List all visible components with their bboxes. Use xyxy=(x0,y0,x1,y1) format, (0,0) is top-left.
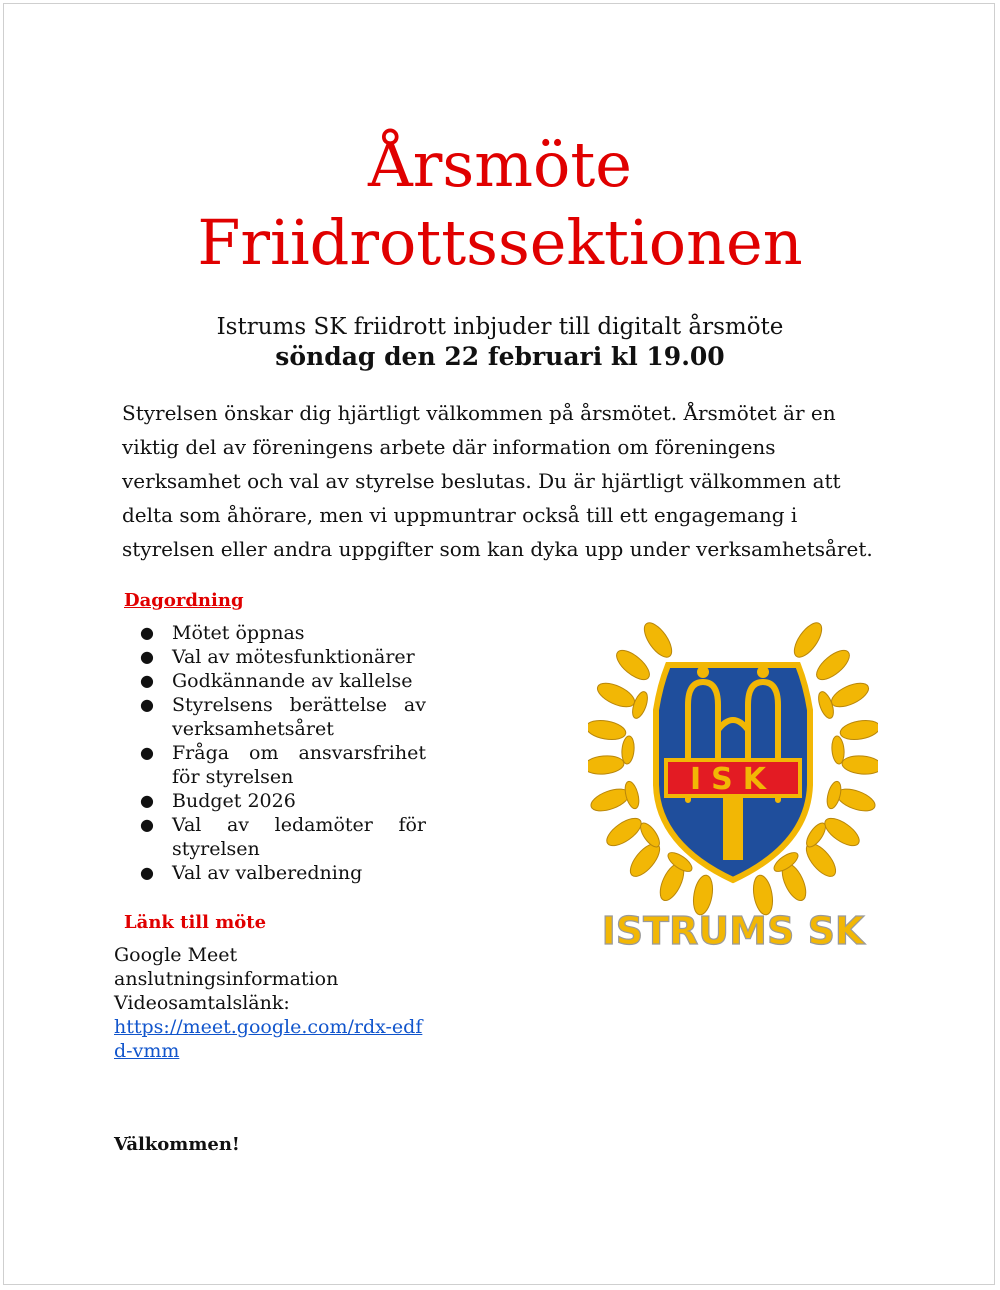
bullet-icon: ● xyxy=(140,671,154,690)
agenda-heading: Dagordning xyxy=(124,590,244,611)
istrums-sk-logo xyxy=(588,610,878,970)
title-line-1: Årsmöte xyxy=(368,128,632,201)
bullet-icon: ● xyxy=(140,863,154,882)
title-line-2: Friidrottssektionen xyxy=(197,206,803,279)
logo-name-text: ISTRUMS SK xyxy=(601,909,865,953)
agenda-item: ● Fråga om ansvarsfrihet för styrelsen xyxy=(140,742,426,788)
agenda-item: ● Budget 2026 xyxy=(140,790,296,812)
invite-line: Istrums SK friidrott inbjuder till digitalt årsmöte xyxy=(216,314,784,340)
meeting-link-heading: Länk till möte xyxy=(124,912,267,933)
closing-text: Välkommen! xyxy=(114,1134,240,1155)
bullet-icon: ● xyxy=(140,815,154,834)
agenda-item: ● Mötet öppnas xyxy=(140,622,305,644)
meet-line-2: anslutningsinformation xyxy=(114,968,339,990)
agenda-list xyxy=(120,621,426,885)
date-line: söndag den 22 februari kl 19.00 xyxy=(275,342,725,371)
bullet-icon: ● xyxy=(140,647,154,666)
agenda-item: ● Val av mötesfunktionärer xyxy=(140,646,415,668)
bullet-icon: ● xyxy=(140,743,154,762)
bullet-icon: ● xyxy=(140,623,154,642)
intro-paragraph: Styrelsen önskar dig hjärtligt välkommen på årsmötet. Årsmötet är en viktig del av föreningens arbete där information om föreningens verksamhet och val av styrelse beslutas. Du är hjärtligt välkommen att delta som åhörare, men vi uppmuntrar också till ett engagemang i styrelsen eller andra uppgifter som kan dyka upp under verksamhetsåret. xyxy=(122,401,873,561)
logo-badge-text: ISK xyxy=(689,762,777,797)
meet-line-3: Videosamtalslänk: xyxy=(114,992,290,1014)
meeting-url-link[interactable]: https://meet.google.com/rdx-edfd-vmm xyxy=(114,1016,423,1062)
agenda-item: ● Val av ledamöter för styrelsen xyxy=(140,814,426,860)
shield-icon xyxy=(656,665,810,880)
agenda-item: ● Styrelsens berättelse av verksamhetsåret xyxy=(140,694,426,740)
meet-line-1: Google Meet xyxy=(114,944,238,966)
bullet-icon: ● xyxy=(140,791,154,810)
meeting-info xyxy=(114,943,434,1063)
bullet-icon: ● xyxy=(140,695,154,714)
agenda-item: ● Val av valberedning xyxy=(140,862,363,884)
agenda-item: ● Godkännande av kallelse xyxy=(140,670,413,692)
